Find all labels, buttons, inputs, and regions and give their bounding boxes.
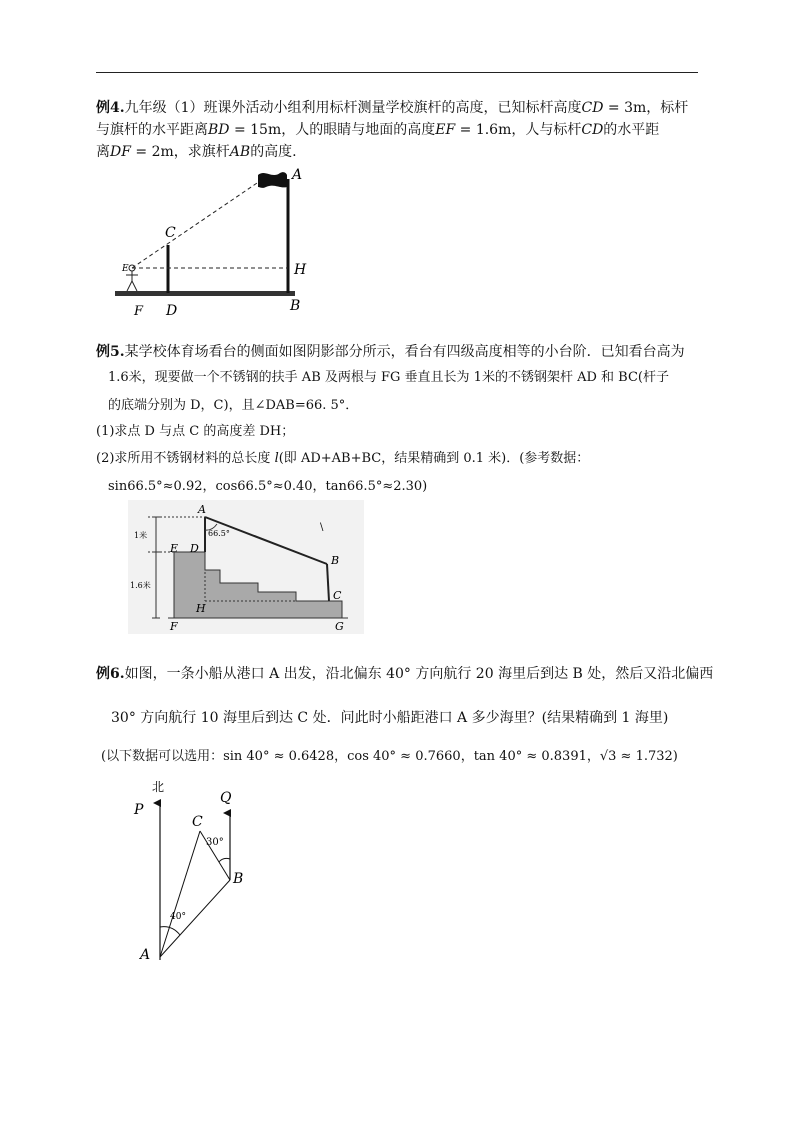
figure-flagpole [110, 165, 320, 320]
label-F: F [134, 304, 144, 319]
sight-line [132, 181, 260, 268]
label-E: E [122, 264, 129, 274]
ex5-line2: 1.6米，现要做一个不锈钢的扶手 AB 及两根与 FG 垂直且长为 1米的不锈钢架杆 AD 和 BC(杆子 [108, 370, 669, 385]
label-1m: 1米 [134, 531, 148, 540]
ex6-line1: 例6.如图，一条小船从港口 A 出发，沿北偏东 40° 方向航行 20 海里后到达 B 处，然后又沿北偏西 [96, 666, 714, 682]
label-C: C [333, 589, 342, 602]
ex5-question2: (2)求所用不锈钢材料的总长度 l(即 AD+AB+BC，结果精确到 0.1 米)．(参考数据： [96, 451, 590, 466]
ex5-data: sin66.5°≈0.92，cos66.5°≈0.40，tan66.5°≈2.30) [108, 479, 428, 494]
line-AC [160, 831, 200, 957]
figure-boat [130, 775, 270, 970]
ex6-data: (以下数据可以选用：sin 40° ≈ 0.6428，cos 40° ≈ 0.7660，tan 40° ≈ 0.8391，√3 ≈ 1.732) [101, 749, 678, 764]
flag-icon [258, 172, 287, 188]
label-B: B [331, 554, 340, 567]
angle-40-arc [160, 927, 180, 935]
ground [115, 291, 295, 296]
label-A: A [292, 167, 303, 183]
ex4-line3: 离DF = 2m，求旗杆AB的高度. [96, 144, 297, 160]
label-E: E [170, 542, 179, 555]
ex5-line1: 例5.某学校体育场看台的侧面如图阴影部分所示，看台有四级高度相等的小台阶．已知看台高为 [96, 344, 685, 360]
label-D: D [190, 542, 199, 555]
label-G: G [335, 620, 344, 633]
label-B: B [290, 298, 301, 314]
svg-text:\: \ [320, 522, 324, 533]
ex4-line1: 例4.九年级（1）班课外活动小组利用标杆测量学校旗杆的高度，已知标杆高度CD = 3m，标杆 [96, 100, 689, 116]
label-H: H [196, 602, 206, 615]
label-D: D [166, 303, 178, 319]
label-1-6m: 1.6米 [130, 581, 151, 590]
ex4-label: 例4. [96, 100, 125, 116]
ex5-label: 例5. [96, 344, 125, 360]
ex6-label: 例6. [96, 666, 125, 682]
label-30deg: 30° [206, 837, 224, 848]
label-40deg: 40° [170, 912, 186, 922]
ex4-line2: 与旗杆的水平距离BD = 15m，人的眼睛与地面的高度EF = 1.6m，人与标杆CD的水平距 [96, 122, 660, 138]
label-A: A [198, 503, 206, 516]
label-A: A [140, 947, 151, 963]
label-B: B [233, 871, 244, 887]
label-angle: 66.5° [208, 529, 230, 538]
label-Q: Q [220, 790, 232, 806]
figure-stand [128, 500, 364, 634]
label-F: F [170, 620, 178, 633]
label-north: 北 [152, 780, 165, 794]
label-H: H [294, 262, 307, 278]
label-C: C [165, 225, 176, 241]
label-P: P [134, 802, 144, 818]
label-C: C [192, 814, 203, 830]
ex5-question1: (1)求点 D 与点 C 的高度差 DH； [96, 424, 295, 439]
ex5-line3: 的底端分别为 D，C)，且∠DAB=66. 5°． [108, 398, 359, 413]
angle-30-arc [219, 858, 230, 862]
header-rule [96, 72, 698, 73]
ex6-line2: 30° 方向航行 10 海里后到达 C 处．问此时小船距港口 A 多少海里？(结果精确到 1 海里) [111, 710, 669, 726]
